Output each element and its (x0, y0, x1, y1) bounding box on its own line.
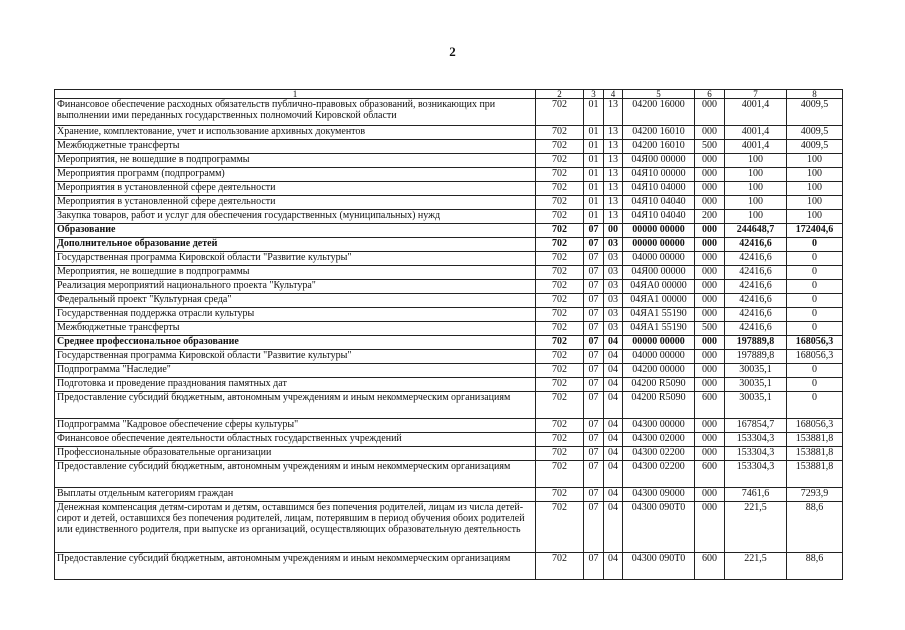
row-expense-type-cell: 000 (695, 364, 725, 378)
row-amount-2021-cell: 0 (787, 252, 843, 266)
row-name-cell: Предоставление субсидий бюджетным, автономным учреждениям и иным некоммерческим организациям (55, 461, 536, 488)
row-amount-2020-cell: 153304,3 (725, 461, 787, 488)
row-expense-type-cell: 600 (695, 461, 725, 488)
row-expense-type-cell: 000 (695, 502, 725, 553)
row-subsection-cell: 13 (604, 126, 623, 140)
row-expense-type-cell: 500 (695, 322, 725, 336)
header-cell: 6 (695, 90, 725, 99)
row-amount-2021-cell: 168056,3 (787, 419, 843, 433)
row-amount-2020-cell: 4001,4 (725, 126, 787, 140)
row-section-cell: 07 (584, 252, 604, 266)
row-code-cell: 702 (536, 433, 584, 447)
row-section-cell: 07 (584, 294, 604, 308)
row-expense-type-cell: 000 (695, 196, 725, 210)
row-target-article-cell: 04300 02200 (623, 447, 695, 461)
row-name-cell: Профессиональные образовательные организации (55, 447, 536, 461)
table-row (55, 99, 843, 126)
row-amount-2020-cell: 244648,7 (725, 224, 787, 238)
row-section-cell: 01 (584, 99, 604, 126)
row-section-cell: 07 (584, 488, 604, 502)
row-expense-type-cell: 000 (695, 433, 725, 447)
row-target-article-cell: 04Я10 04040 (623, 196, 695, 210)
header-cell: 2 (536, 90, 584, 99)
row-section-cell: 07 (584, 266, 604, 280)
row-amount-2021-cell: 153881,8 (787, 461, 843, 488)
table-row (55, 266, 843, 280)
row-amount-2020-cell: 100 (725, 154, 787, 168)
row-target-article-cell: 00000 00000 (623, 224, 695, 238)
header-cell: 5 (623, 90, 695, 99)
row-name-cell: Мероприятия, не вошедшие в подпрограммы (55, 266, 536, 280)
row-name-cell: Образование (55, 224, 536, 238)
row-target-article-cell: 04ЯА0 00000 (623, 280, 695, 294)
table-row (55, 168, 843, 182)
row-amount-2021-cell: 0 (787, 266, 843, 280)
row-target-article-cell: 04300 090Т0 (623, 553, 695, 580)
row-section-cell: 07 (584, 433, 604, 447)
row-name-cell: Межбюджетные трансферты (55, 140, 536, 154)
row-amount-2021-cell: 88,6 (787, 502, 843, 553)
page-number: 2 (449, 44, 456, 59)
row-subsection-cell: 13 (604, 154, 623, 168)
row-section-cell: 07 (584, 502, 604, 553)
row-section-cell: 07 (584, 238, 604, 252)
row-expense-type-cell: 000 (695, 419, 725, 433)
table-row (55, 182, 843, 196)
row-code-cell: 702 (536, 266, 584, 280)
row-target-article-cell: 04200 R5090 (623, 392, 695, 419)
row-code-cell: 702 (536, 168, 584, 182)
row-amount-2021-cell: 4009,5 (787, 126, 843, 140)
table-row (55, 140, 843, 154)
row-code-cell: 702 (536, 364, 584, 378)
budget-table (54, 89, 843, 580)
table-row (55, 280, 843, 294)
row-subsection-cell: 13 (604, 182, 623, 196)
row-code-cell: 702 (536, 461, 584, 488)
row-amount-2021-cell: 168056,3 (787, 350, 843, 364)
row-name-cell: Реализация мероприятий национального проекта "Культура" (55, 280, 536, 294)
row-amount-2020-cell: 30035,1 (725, 392, 787, 419)
row-subsection-cell: 13 (604, 196, 623, 210)
row-expense-type-cell: 000 (695, 224, 725, 238)
row-code-cell: 702 (536, 294, 584, 308)
row-target-article-cell: 04300 09000 (623, 488, 695, 502)
row-target-article-cell: 04ЯА1 55190 (623, 322, 695, 336)
row-amount-2020-cell: 100 (725, 196, 787, 210)
row-code-cell: 702 (536, 350, 584, 364)
row-amount-2020-cell: 153304,3 (725, 433, 787, 447)
row-amount-2021-cell: 153881,8 (787, 447, 843, 461)
table-row (55, 238, 843, 252)
row-section-cell: 07 (584, 553, 604, 580)
row-target-article-cell: 04000 00000 (623, 252, 695, 266)
row-code-cell: 702 (536, 210, 584, 224)
row-amount-2020-cell: 42416,6 (725, 280, 787, 294)
row-amount-2020-cell: 100 (725, 182, 787, 196)
row-expense-type-cell: 000 (695, 308, 725, 322)
row-code-cell: 702 (536, 308, 584, 322)
row-target-article-cell: 04200 16010 (623, 126, 695, 140)
row-section-cell: 01 (584, 210, 604, 224)
row-amount-2021-cell: 0 (787, 392, 843, 419)
row-target-article-cell: 04200 R5090 (623, 378, 695, 392)
row-section-cell: 01 (584, 154, 604, 168)
row-section-cell: 01 (584, 168, 604, 182)
row-name-cell: Государственная программа Кировской области "Развитие культуры" (55, 350, 536, 364)
row-name-cell: Дополнительное образование детей (55, 238, 536, 252)
row-subsection-cell: 04 (604, 553, 623, 580)
row-subsection-cell: 04 (604, 419, 623, 433)
row-subsection-cell: 04 (604, 350, 623, 364)
row-section-cell: 07 (584, 461, 604, 488)
row-amount-2021-cell: 0 (787, 294, 843, 308)
row-amount-2020-cell: 221,5 (725, 553, 787, 580)
row-code-cell: 702 (536, 502, 584, 553)
row-amount-2021-cell: 100 (787, 182, 843, 196)
row-amount-2021-cell: 172404,6 (787, 224, 843, 238)
row-code-cell: 702 (536, 99, 584, 126)
row-amount-2021-cell: 7293,9 (787, 488, 843, 502)
table-row (55, 392, 843, 419)
row-expense-type-cell: 000 (695, 378, 725, 392)
row-expense-type-cell: 500 (695, 140, 725, 154)
table-row (55, 350, 843, 364)
row-section-cell: 07 (584, 364, 604, 378)
row-subsection-cell: 04 (604, 447, 623, 461)
row-expense-type-cell: 000 (695, 350, 725, 364)
row-expense-type-cell: 000 (695, 252, 725, 266)
row-amount-2020-cell: 42416,6 (725, 308, 787, 322)
row-subsection-cell: 04 (604, 378, 623, 392)
row-amount-2021-cell: 100 (787, 196, 843, 210)
row-amount-2021-cell: 4009,5 (787, 140, 843, 154)
row-subsection-cell: 04 (604, 392, 623, 419)
row-code-cell: 702 (536, 322, 584, 336)
row-expense-type-cell: 000 (695, 336, 725, 350)
row-section-cell: 07 (584, 447, 604, 461)
header-row (55, 90, 843, 99)
row-code-cell: 702 (536, 126, 584, 140)
row-subsection-cell: 04 (604, 461, 623, 488)
row-target-article-cell: 00000 00000 (623, 336, 695, 350)
row-target-article-cell: 04300 00000 (623, 419, 695, 433)
row-name-cell: Подпрограмма "Кадровое обеспечение сферы культуры" (55, 419, 536, 433)
row-code-cell: 702 (536, 488, 584, 502)
row-expense-type-cell: 600 (695, 553, 725, 580)
row-target-article-cell: 04300 02000 (623, 433, 695, 447)
row-target-article-cell: 04000 00000 (623, 350, 695, 364)
header-cell: 4 (604, 90, 623, 99)
row-code-cell: 702 (536, 419, 584, 433)
row-code-cell: 702 (536, 280, 584, 294)
row-subsection-cell: 04 (604, 364, 623, 378)
row-target-article-cell: 04Я10 04000 (623, 182, 695, 196)
row-section-cell: 07 (584, 378, 604, 392)
table-row (55, 322, 843, 336)
row-name-cell: Предоставление субсидий бюджетным, автономным учреждениям и иным некоммерческим организациям (55, 392, 536, 419)
row-amount-2020-cell: 42416,6 (725, 238, 787, 252)
row-subsection-cell: 04 (604, 502, 623, 553)
table-row (55, 433, 843, 447)
row-subsection-cell: 13 (604, 99, 623, 126)
row-amount-2021-cell: 88,6 (787, 553, 843, 580)
row-code-cell: 702 (536, 224, 584, 238)
table-row (55, 294, 843, 308)
row-amount-2021-cell: 0 (787, 378, 843, 392)
header-cell: 8 (787, 90, 843, 99)
row-expense-type-cell: 000 (695, 126, 725, 140)
row-amount-2020-cell: 30035,1 (725, 364, 787, 378)
row-target-article-cell: 04Я00 00000 (623, 266, 695, 280)
row-amount-2020-cell: 42416,6 (725, 322, 787, 336)
row-amount-2020-cell: 197889,8 (725, 350, 787, 364)
row-code-cell: 702 (536, 140, 584, 154)
row-amount-2020-cell: 30035,1 (725, 378, 787, 392)
row-expense-type-cell: 000 (695, 488, 725, 502)
row-code-cell: 702 (536, 154, 584, 168)
row-section-cell: 01 (584, 196, 604, 210)
row-amount-2020-cell: 221,5 (725, 502, 787, 553)
row-section-cell: 07 (584, 280, 604, 294)
row-expense-type-cell: 000 (695, 168, 725, 182)
row-amount-2021-cell: 100 (787, 210, 843, 224)
row-subsection-cell: 13 (604, 168, 623, 182)
row-expense-type-cell: 200 (695, 210, 725, 224)
row-subsection-cell: 00 (604, 224, 623, 238)
table-row (55, 154, 843, 168)
row-target-article-cell: 04Я10 00000 (623, 168, 695, 182)
table-row (55, 488, 843, 502)
row-amount-2021-cell: 100 (787, 154, 843, 168)
table-row (55, 336, 843, 350)
row-amount-2021-cell: 168056,3 (787, 336, 843, 350)
row-code-cell: 702 (536, 182, 584, 196)
row-subsection-cell: 04 (604, 433, 623, 447)
row-amount-2020-cell: 42416,6 (725, 252, 787, 266)
table-row (55, 252, 843, 266)
row-target-article-cell: 04ЯА1 00000 (623, 294, 695, 308)
row-name-cell: Финансовое обеспечение деятельности областных государственных учреждений (55, 433, 536, 447)
row-amount-2020-cell: 42416,6 (725, 266, 787, 280)
row-subsection-cell: 03 (604, 252, 623, 266)
row-target-article-cell: 04ЯА1 55190 (623, 308, 695, 322)
row-amount-2021-cell: 0 (787, 322, 843, 336)
row-section-cell: 07 (584, 350, 604, 364)
table-row (55, 308, 843, 322)
row-name-cell: Мероприятия, не вошедшие в подпрограммы (55, 154, 536, 168)
table-row (55, 553, 843, 580)
row-section-cell: 07 (584, 392, 604, 419)
table-row (55, 461, 843, 488)
row-expense-type-cell: 000 (695, 294, 725, 308)
header-cell: 1 (55, 90, 536, 99)
row-code-cell: 702 (536, 336, 584, 350)
row-amount-2020-cell: 42416,6 (725, 294, 787, 308)
row-amount-2021-cell: 100 (787, 168, 843, 182)
row-amount-2020-cell: 4001,4 (725, 99, 787, 126)
table-row (55, 224, 843, 238)
row-amount-2020-cell: 167854,7 (725, 419, 787, 433)
row-subsection-cell: 04 (604, 336, 623, 350)
row-section-cell: 07 (584, 419, 604, 433)
row-code-cell: 702 (536, 252, 584, 266)
row-code-cell: 702 (536, 447, 584, 461)
row-amount-2021-cell: 0 (787, 280, 843, 294)
row-name-cell: Закупка товаров, работ и услуг для обеспечения государственных (муниципальных) нужд (55, 210, 536, 224)
table-row (55, 364, 843, 378)
row-expense-type-cell: 600 (695, 392, 725, 419)
row-amount-2020-cell: 197889,8 (725, 336, 787, 350)
row-subsection-cell: 03 (604, 308, 623, 322)
row-subsection-cell: 13 (604, 210, 623, 224)
row-name-cell: Среднее профессиональное образование (55, 336, 536, 350)
row-name-cell: Хранение, комплектование, учет и использование архивных документов (55, 126, 536, 140)
row-subsection-cell: 03 (604, 280, 623, 294)
row-name-cell: Подпрограмма "Наследие" (55, 364, 536, 378)
row-code-cell: 702 (536, 553, 584, 580)
table-row (55, 126, 843, 140)
row-expense-type-cell: 000 (695, 447, 725, 461)
row-amount-2021-cell: 153881,8 (787, 433, 843, 447)
row-code-cell: 702 (536, 392, 584, 419)
row-target-article-cell: 04Я00 00000 (623, 154, 695, 168)
row-amount-2021-cell: 4009,5 (787, 99, 843, 126)
table-row (55, 502, 843, 553)
row-target-article-cell: 04Я10 04040 (623, 210, 695, 224)
row-name-cell: Подготовка и проведение празднования памятных дат (55, 378, 536, 392)
row-expense-type-cell: 000 (695, 99, 725, 126)
row-amount-2020-cell: 100 (725, 168, 787, 182)
row-amount-2021-cell: 0 (787, 364, 843, 378)
table-row (55, 447, 843, 461)
row-section-cell: 07 (584, 336, 604, 350)
row-expense-type-cell: 000 (695, 238, 725, 252)
row-amount-2020-cell: 4001,4 (725, 140, 787, 154)
row-target-article-cell: 04200 16010 (623, 140, 695, 154)
row-name-cell: Государственная программа Кировской области "Развитие культуры" (55, 252, 536, 266)
row-code-cell: 702 (536, 196, 584, 210)
header-cell: 7 (725, 90, 787, 99)
table-row (55, 210, 843, 224)
row-name-cell: Денежная компенсация детям-сиротам и детям, оставшимся без попечения родителей, лицам из числа детей-сирот и детей, оставшихся без попечения родителей, лицам, потерявшим в период обучения обоих родителей или единственного родителя, при выпуске из организаций, осуществляющих образовательную деятельность (55, 502, 536, 553)
row-amount-2020-cell: 153304,3 (725, 447, 787, 461)
row-name-cell: Выплаты отдельным категориям граждан (55, 488, 536, 502)
row-subsection-cell: 03 (604, 322, 623, 336)
row-subsection-cell: 13 (604, 140, 623, 154)
row-expense-type-cell: 000 (695, 182, 725, 196)
row-name-cell: Мероприятия в установленной сфере деятельности (55, 196, 536, 210)
row-section-cell: 07 (584, 308, 604, 322)
row-subsection-cell: 03 (604, 238, 623, 252)
row-expense-type-cell: 000 (695, 154, 725, 168)
row-section-cell: 01 (584, 140, 604, 154)
row-target-article-cell: 04200 16000 (623, 99, 695, 126)
row-name-cell: Федеральный проект "Культурная среда" (55, 294, 536, 308)
row-name-cell: Государственная поддержка отрасли культуры (55, 308, 536, 322)
row-section-cell: 01 (584, 182, 604, 196)
row-code-cell: 702 (536, 378, 584, 392)
row-section-cell: 07 (584, 224, 604, 238)
row-amount-2021-cell: 0 (787, 238, 843, 252)
row-expense-type-cell: 000 (695, 280, 725, 294)
table-row (55, 419, 843, 433)
row-target-article-cell: 04300 02200 (623, 461, 695, 488)
row-subsection-cell: 03 (604, 294, 623, 308)
row-target-article-cell: 00000 00000 (623, 238, 695, 252)
row-section-cell: 01 (584, 126, 604, 140)
row-name-cell: Межбюджетные трансферты (55, 322, 536, 336)
row-name-cell: Финансовое обеспечение расходных обязательств публично-правовых образований, возникающих при выполнении ими переданных государственных полномочий Кировской области (55, 99, 536, 126)
row-subsection-cell: 03 (604, 266, 623, 280)
header-cell: 3 (584, 90, 604, 99)
row-expense-type-cell: 000 (695, 266, 725, 280)
row-name-cell: Мероприятия в установленной сфере деятельности (55, 182, 536, 196)
row-subsection-cell: 04 (604, 488, 623, 502)
row-target-article-cell: 04300 090Т0 (623, 502, 695, 553)
table-row (55, 196, 843, 210)
table-body (55, 99, 843, 580)
row-amount-2021-cell: 0 (787, 308, 843, 322)
table-row (55, 378, 843, 392)
row-target-article-cell: 04200 00000 (623, 364, 695, 378)
row-name-cell: Предоставление субсидий бюджетным, автономным учреждениям и иным некоммерческим организациям (55, 553, 536, 580)
row-amount-2020-cell: 7461,6 (725, 488, 787, 502)
row-name-cell: Мероприятия программ (подпрограмм) (55, 168, 536, 182)
row-section-cell: 07 (584, 322, 604, 336)
row-amount-2020-cell: 100 (725, 210, 787, 224)
row-code-cell: 702 (536, 238, 584, 252)
